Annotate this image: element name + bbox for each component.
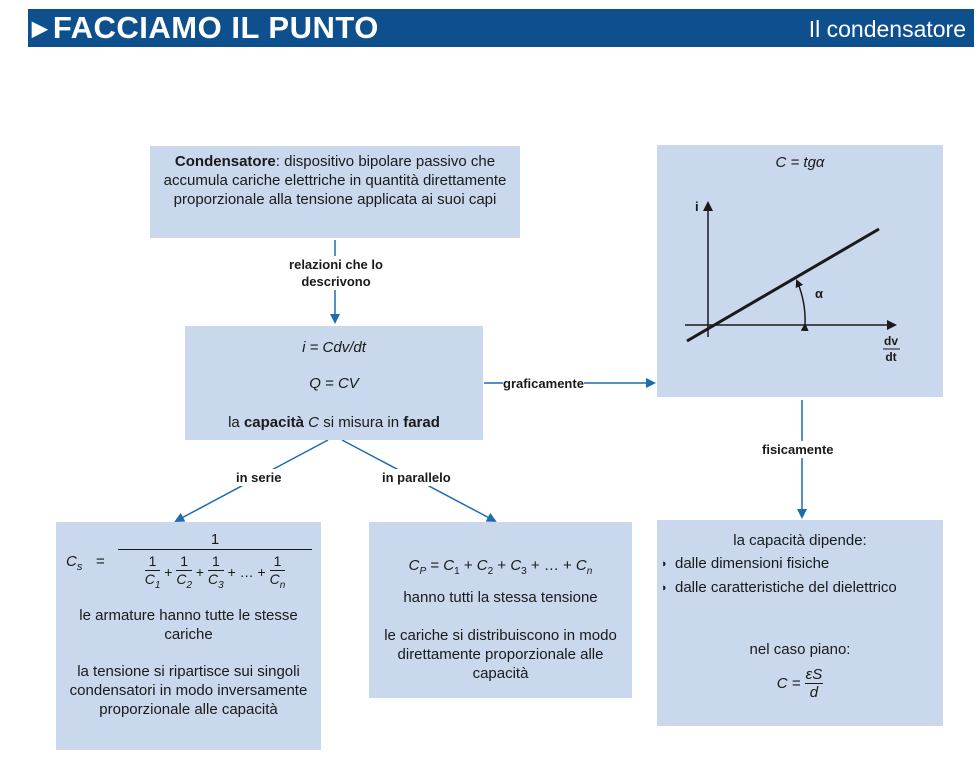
capacity-unit-line bbox=[185, 413, 483, 432]
angle-arc bbox=[797, 281, 805, 325]
x-axis-num: dv bbox=[883, 334, 899, 348]
formulas-box bbox=[185, 326, 483, 440]
x-axis-den: dt bbox=[885, 350, 897, 364]
graph-formula: C = tgα bbox=[775, 154, 825, 171]
bullet-icon: ◗ bbox=[661, 558, 668, 570]
label-graphically: graficamente bbox=[503, 376, 584, 391]
triangle-icon: ▶ bbox=[32, 18, 48, 40]
y-axis-label: i bbox=[695, 199, 699, 214]
parallel-formula: $C_P = C_1 + C_2 + C_3$ + … + $C_n$ bbox=[408, 557, 593, 577]
bullet-icon: ◗ bbox=[661, 582, 668, 594]
cap-bold: capacità bbox=[243, 414, 304, 431]
label-parallel: in parallelo bbox=[382, 470, 451, 485]
definition-text: : dispositivo bipolare passivo che accumula cariche elettriche in quantità direttamente proporzionale alla tensione applicata ai suoi capi bbox=[163, 153, 507, 208]
header-subtitle: Il condensatore bbox=[808, 16, 966, 42]
parallel-box bbox=[369, 522, 632, 698]
series-text-2: la tensione si ripartisce sui singoli condensatori in modo inversamente proporzionale alle capacità bbox=[69, 663, 308, 718]
plane-num: εS bbox=[805, 666, 823, 683]
plane-formula bbox=[657, 666, 943, 701]
current-equation: i = Cdv/dt bbox=[302, 339, 366, 356]
charge-equation: Q = CV bbox=[309, 375, 359, 392]
plane-case: nel caso piano: bbox=[749, 641, 851, 658]
graph-box bbox=[657, 145, 943, 397]
series-formula bbox=[66, 530, 316, 596]
cap-mid: si misura in bbox=[323, 414, 400, 431]
series-text-1: le armature hanno tutte le stesse cariche bbox=[79, 607, 298, 643]
physical-intro: la capacità dipende: bbox=[733, 532, 867, 549]
series-box bbox=[56, 522, 321, 750]
definition-box bbox=[150, 146, 520, 238]
plane-den: d bbox=[809, 684, 819, 701]
label-physically: fisicamente bbox=[762, 442, 834, 457]
physical-bullet-2: ◗ dalle caratteristiche del dielettrico bbox=[661, 579, 897, 596]
parallel-text-2: le cariche si distribuiscono in modo direttamente proporzionale alle capacità bbox=[384, 627, 617, 682]
parallel-text-1: hanno tutti la stessa tensione bbox=[403, 589, 598, 606]
series-main-frac bbox=[118, 530, 312, 594]
physical-box bbox=[657, 520, 943, 726]
cap-pre: la bbox=[228, 414, 240, 431]
series-eq: = bbox=[96, 553, 105, 570]
plane-formula-lhs: C = bbox=[776, 675, 801, 692]
characteristic-line bbox=[687, 229, 879, 341]
series-lhs: $C_s$ bbox=[66, 553, 83, 573]
series-one: 1 bbox=[118, 530, 312, 550]
label-series: in serie bbox=[236, 470, 282, 485]
series-denominator: $\frac{1}{C_1}$ + $\frac{1}{C_2}$ + $\frac{1}{C_3}$ + … + $\frac{1}{C_n}$ bbox=[144, 553, 286, 591]
cap-symbol: C bbox=[308, 414, 320, 431]
series-dots: … bbox=[239, 564, 254, 581]
definition-term: Condensatore bbox=[174, 153, 276, 170]
cap-unit: farad bbox=[403, 414, 440, 431]
header-title-text: FACCIAMO IL PUNTO bbox=[52, 10, 379, 45]
physical-bullet-1: ◗ dalle dimensioni fisiche bbox=[661, 555, 830, 572]
graph-plot bbox=[657, 145, 943, 397]
angle-label: α bbox=[815, 286, 823, 301]
label-relations: relazioni che lo descrivono bbox=[280, 256, 392, 290]
